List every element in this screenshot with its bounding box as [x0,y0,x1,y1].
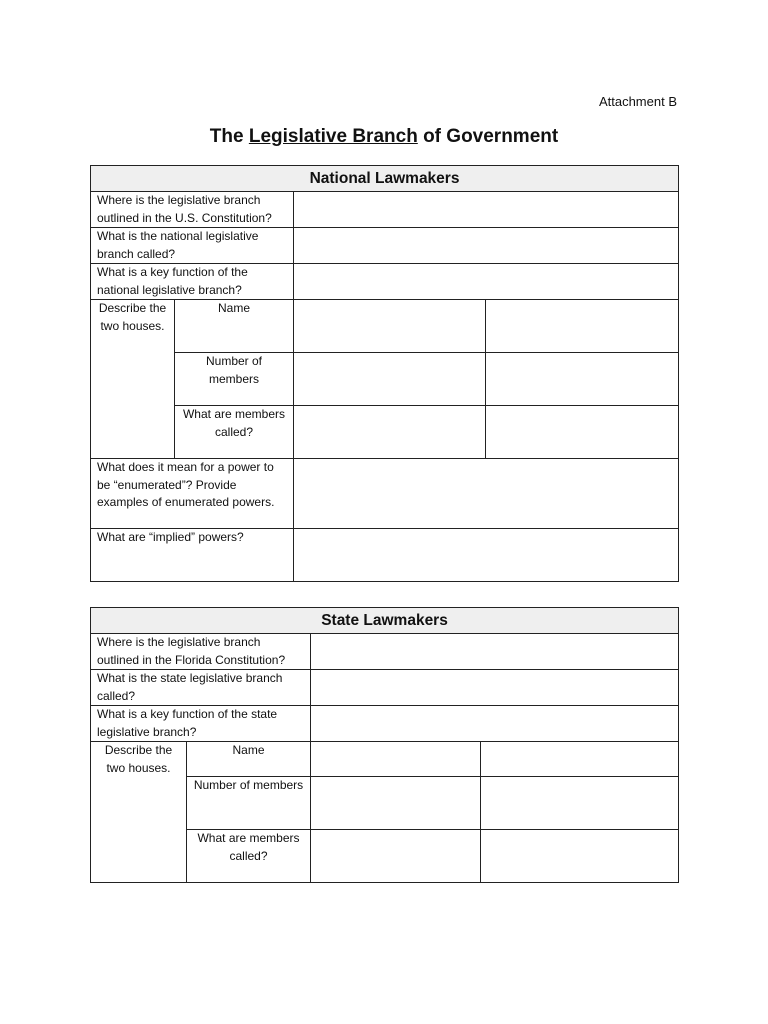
state-describe-houses: Describe the two houses. [91,742,187,883]
state-q-function: What is a key function of the state legislative branch? [91,706,311,742]
answer-cell[interactable] [311,706,679,742]
answer-cell[interactable] [311,777,481,830]
state-q-called: What is the state legislative branch called? [91,670,311,706]
state-name-label: Name [187,742,311,777]
answer-cell[interactable] [481,777,679,830]
national-lawmakers-table [90,165,679,582]
national-implied-question: What are “implied” powers? [91,529,294,582]
state-members-called-label: What are members called? [187,830,311,883]
answer-cell[interactable] [294,459,679,529]
title-suffix: of Government [417,126,559,147]
answer-cell[interactable] [486,353,679,406]
answer-cell[interactable] [294,192,679,228]
attachment-label: Attachment B [598,94,677,109]
title-underlined: Legislative Branch [248,126,418,147]
answer-cell[interactable] [294,300,486,353]
page-title [0,126,768,148]
national-q-function: What is a key function of the national legislative branch? [91,264,294,300]
answer-cell[interactable] [311,634,679,670]
answer-cell[interactable] [486,406,679,459]
national-number-label: Number of members [175,353,294,406]
answer-cell[interactable] [311,742,481,777]
answer-cell[interactable] [294,353,486,406]
state-number-label: Number of members [187,777,311,830]
answer-cell[interactable] [481,742,679,777]
national-describe-houses: Describe the two houses. [91,300,175,459]
national-name-label: Name [175,300,294,353]
national-q-called: What is the national legislative branch called? [91,228,294,264]
answer-cell[interactable] [311,670,679,706]
title-prefix: The [209,126,249,147]
national-q-outlined: Where is the legislative branch outlined in the U.S. Constitution? [91,192,294,228]
national-members-called-label: What are members called? [175,406,294,459]
state-q-outlined: Where is the legislative branch outlined in the Florida Constitution? [91,634,311,670]
answer-cell[interactable] [486,300,679,353]
answer-cell[interactable] [294,529,679,582]
answer-cell[interactable] [311,830,481,883]
answer-cell[interactable] [481,830,679,883]
national-header: National Lawmakers [91,166,679,192]
state-lawmakers-table [90,607,679,883]
state-header: State Lawmakers [91,608,679,634]
answer-cell[interactable] [294,264,679,300]
national-enumerated-question: What does it mean for a power to be “enumerated”? Provide examples of enumerated powers. [91,459,294,529]
answer-cell[interactable] [294,228,679,264]
answer-cell[interactable] [294,406,486,459]
